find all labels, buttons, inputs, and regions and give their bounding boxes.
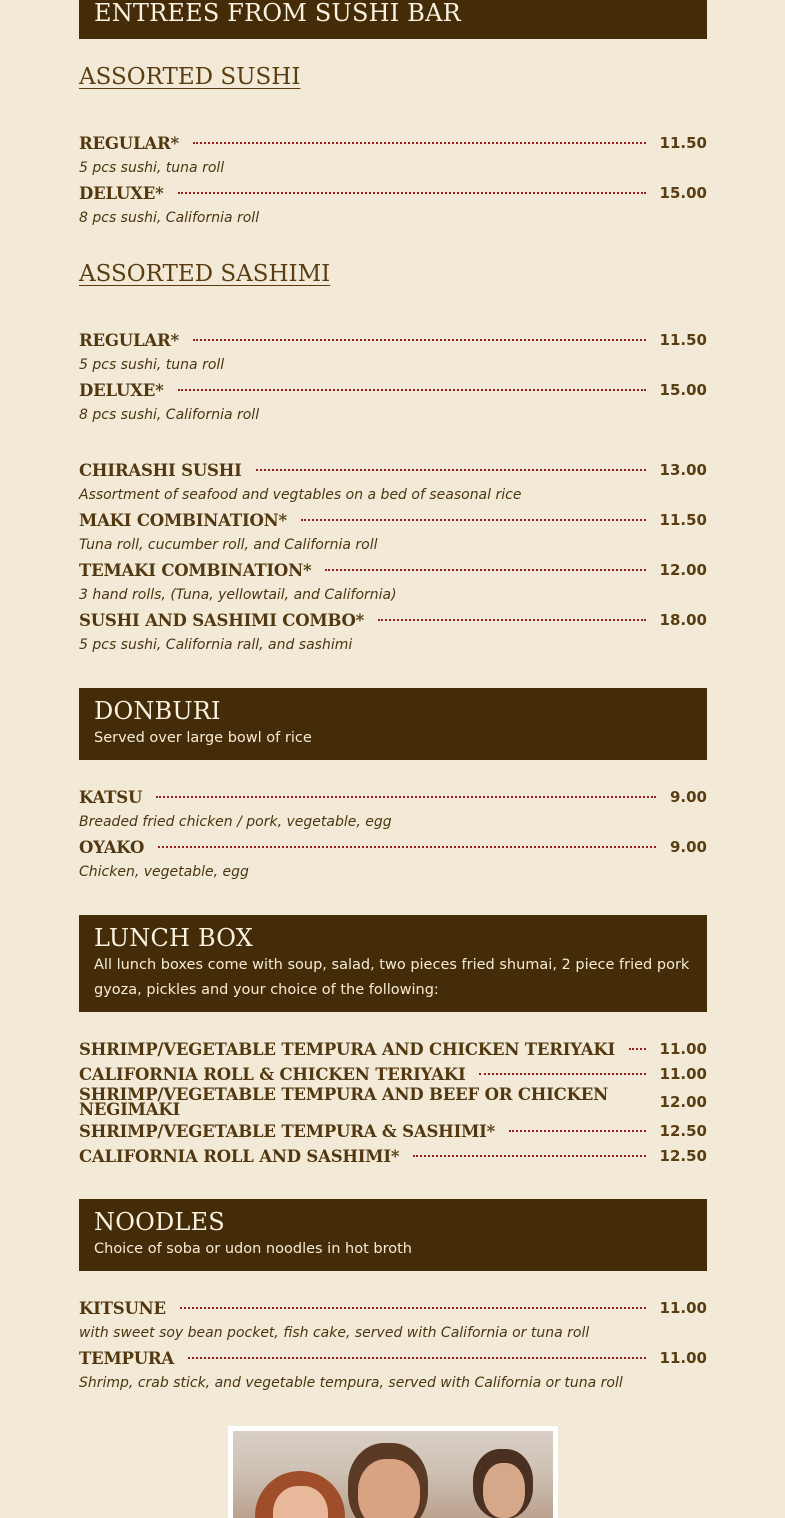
section-title: LUNCH BOX [94, 924, 253, 952]
person-face [358, 1459, 420, 1518]
menu-item [79, 609, 707, 631]
leader-dots [413, 1155, 645, 1157]
menu-item [79, 1145, 707, 1167]
menu-item [79, 559, 707, 581]
leader-dots [193, 339, 646, 341]
item-description: 5 pcs sushi, California rall, and sashimi [79, 637, 353, 653]
menu-item [79, 459, 707, 481]
item-price: 12.00 [659, 561, 707, 579]
section-title: ENTREES FROM SUSHI BAR [94, 0, 461, 27]
diners-photo-image [233, 1431, 553, 1518]
item-price: 11.00 [659, 1349, 707, 1367]
item-description: Tuna roll, cucumber roll, and California roll [79, 537, 378, 553]
menu-item [79, 132, 707, 154]
item-price: 11.50 [659, 331, 707, 349]
menu-item [79, 379, 707, 401]
leader-dots [193, 142, 646, 144]
section-title: DONBURI [94, 697, 221, 725]
item-name: KITSUNE [79, 1298, 166, 1318]
item-price: 12.00 [659, 1093, 707, 1111]
leader-dots [378, 619, 645, 621]
item-description: 3 hand rolls, (Tuna, yellowtail, and California) [79, 587, 397, 603]
item-price: 11.50 [659, 134, 707, 152]
item-name: TEMAKI COMBINATION* [79, 560, 312, 580]
item-name: REGULAR* [79, 133, 179, 153]
item-price: 13.00 [659, 461, 707, 479]
leader-dots [479, 1073, 645, 1075]
leader-dots [256, 469, 646, 471]
section-subtitle: Served over large bowl of rice [94, 730, 312, 746]
item-price: 11.00 [659, 1299, 707, 1317]
section-subtitle: All lunch boxes come with soup, salad, two pieces fried shumai, 2 piece fried pork [94, 957, 690, 973]
item-name: KATSU [79, 787, 143, 807]
item-description: Chicken, vegetable, egg [79, 864, 249, 880]
item-price: 12.50 [659, 1147, 707, 1165]
item-name-line: SHRIMP/VEGETABLE TEMPURA AND BEEF OR CHICKEN [79, 1085, 608, 1104]
menu-item [79, 1120, 707, 1142]
menu-item [79, 836, 707, 858]
sushi-bar-banner [79, 0, 707, 39]
item-price: 18.00 [659, 611, 707, 629]
item-name-line: NEGIMAKI [79, 1100, 180, 1119]
item-description: 5 pcs sushi, tuna roll [79, 160, 225, 176]
item-description: Breaded fried chicken / pork, vegetable, egg [79, 814, 392, 830]
leader-dots [180, 1307, 646, 1309]
item-name: SHRIMP/VEGETABLE TEMPURA AND CHICKEN TERIYAKI [79, 1039, 616, 1059]
leader-dots [178, 389, 646, 391]
diners-photo [228, 1426, 558, 1518]
menu-item [79, 1297, 707, 1319]
item-price: 15.00 [659, 184, 707, 202]
leader-dots [509, 1130, 645, 1132]
menu-item [79, 182, 707, 204]
item-name: TEMPURA [79, 1348, 175, 1368]
noodles-banner [79, 1199, 707, 1271]
item-description: with sweet soy bean pocket, fish cake, served with California or tuna roll [79, 1325, 590, 1341]
section-subtitle: gyoza, pickles and your choice of the following: [94, 982, 439, 998]
section-subtitle: Choice of soba or udon noodles in hot broth [94, 1241, 412, 1257]
item-price: 12.50 [659, 1122, 707, 1140]
item-description: 8 pcs sushi, California roll [79, 210, 260, 226]
item-price: 15.00 [659, 381, 707, 399]
item-name: OYAKO [79, 837, 145, 857]
item-name: CALIFORNIA ROLL AND SASHIMI* [79, 1146, 400, 1166]
item-price: 11.00 [659, 1040, 707, 1058]
leader-dots [301, 519, 646, 521]
item-description: Shrimp, crab stick, and vegetable tempura, served with California or tuna roll [79, 1375, 623, 1391]
item-price: 11.50 [659, 511, 707, 529]
item-name: MAKI COMBINATION* [79, 510, 287, 530]
lunch-box-banner [79, 915, 707, 1012]
item-price: 9.00 [669, 838, 707, 856]
leader-dots [629, 1048, 646, 1050]
leader-dots [158, 846, 656, 848]
leader-dots [156, 796, 656, 798]
item-name: REGULAR* [79, 330, 179, 350]
item-name: SHRIMP/VEGETABLE TEMPURA & SASHIMI* [79, 1121, 496, 1141]
leader-dots [325, 569, 645, 571]
item-name: CALIFORNIA ROLL & CHICKEN TERIYAKI [79, 1064, 466, 1084]
item-name: DELUXE* [79, 183, 164, 203]
item-name [79, 1087, 639, 1117]
menu-item [79, 329, 707, 351]
assorted-sashimi-heading: ASSORTED SASHIMI [79, 261, 331, 287]
menu-item [79, 786, 707, 808]
leader-dots [188, 1357, 646, 1359]
menu-item [79, 509, 707, 531]
item-description: Assortment of seafood and vegtables on a bed of seasonal rice [79, 487, 522, 503]
donburi-banner [79, 688, 707, 760]
leader-dots [178, 192, 646, 194]
item-name: CHIRASHI SUSHI [79, 460, 242, 480]
item-name: SUSHI AND SASHIMI COMBO* [79, 610, 365, 630]
item-description: 8 pcs sushi, California roll [79, 407, 260, 423]
assorted-sushi-heading: ASSORTED SUSHI [79, 64, 301, 90]
item-price: 11.00 [659, 1065, 707, 1083]
menu-item [79, 1063, 707, 1085]
menu-item [79, 1347, 707, 1369]
item-name: DELUXE* [79, 380, 164, 400]
item-description: 5 pcs sushi, tuna roll [79, 357, 225, 373]
menu-item [79, 1038, 707, 1060]
person-face [483, 1463, 525, 1518]
item-price: 9.00 [669, 788, 707, 806]
menu-item [79, 1087, 707, 1117]
section-title: NOODLES [94, 1208, 225, 1236]
